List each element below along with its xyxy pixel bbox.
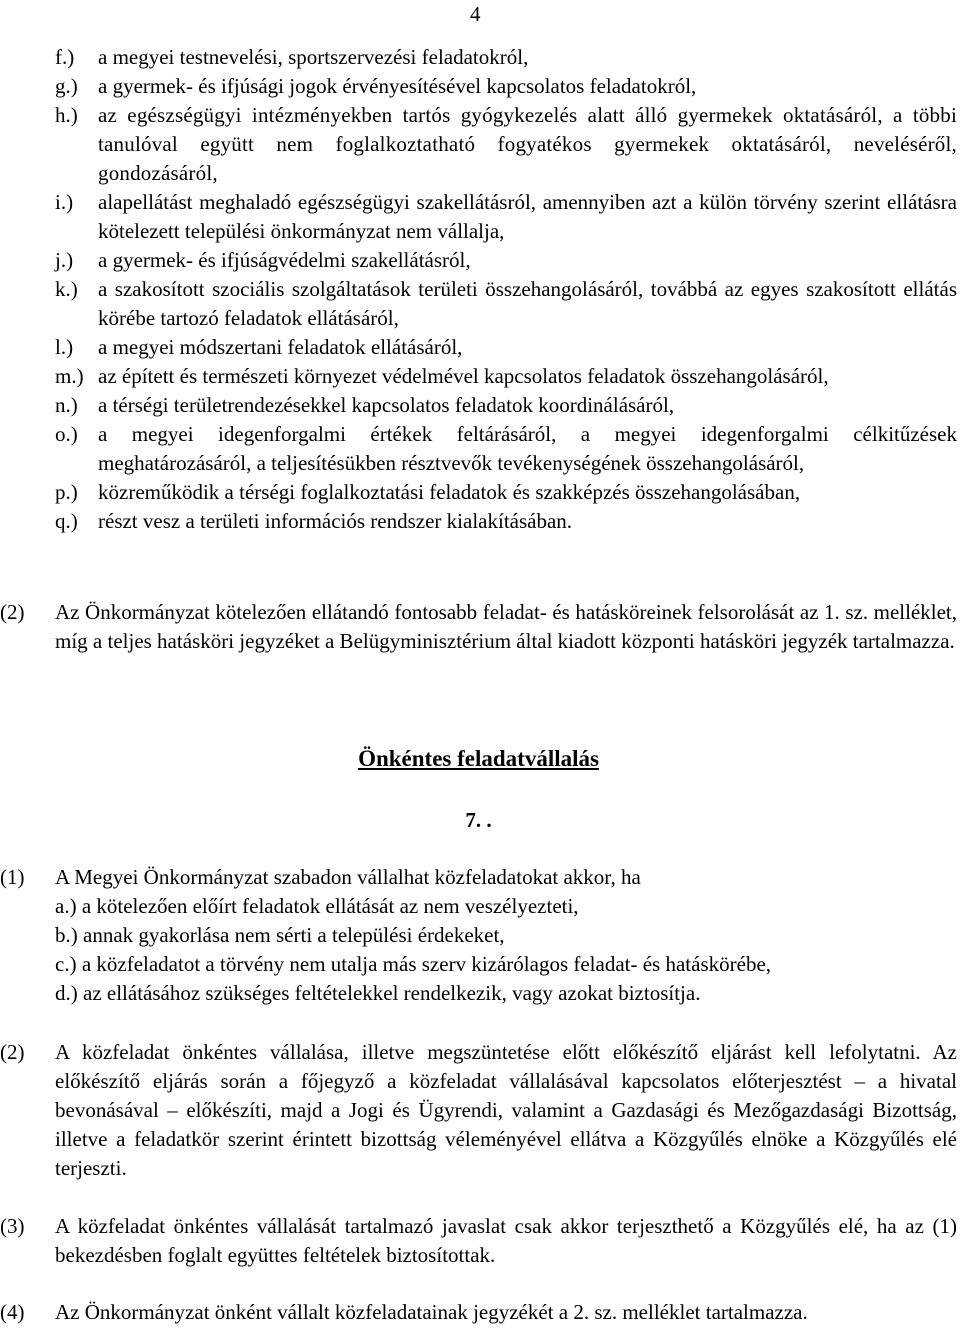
- list-item-label: m.): [55, 364, 84, 388]
- list-item: [55, 478, 957, 507]
- list-item-text: a szakosított szociális szolgáltatások területi összehangolásáról, továbbá az egyes szakosított ellátás körébe tartozó feladatok ellátásáról,: [98, 277, 957, 330]
- list-item-text: a megyei testnevelési, sportszervezési feladatokról,: [98, 45, 529, 69]
- paragraph-text: A közfeladat önkéntes vállalását tartalmazó javaslat csak akkor terjeszthető a Közgyűlés elé, ha az (1) bekezdésben foglalt együttes feltételek biztosítottak.: [55, 1214, 957, 1267]
- section-paragraph-1: [0, 863, 957, 1008]
- list-item-label: n.): [55, 393, 78, 417]
- condition-list: [55, 892, 957, 1008]
- section-heading: Önkéntes feladatvállalás: [358, 746, 599, 771]
- list-item-label: i.): [55, 190, 74, 214]
- list-item-text: az egészségügyi intézményekben tartós gyógykezelés alatt álló gyermekek oktatásáról, a többi tanulóval együtt nem foglalkoztatható fogyatékos gyermekek oktatásáról, neveléséről, gondozásáról,: [98, 103, 957, 185]
- list-item: [55, 333, 957, 362]
- section-number: 7. .: [465, 808, 492, 832]
- list-item: [55, 43, 957, 72]
- condition-item: b.) annak gyakorlása nem sérti a települési érdekeket,: [55, 923, 505, 947]
- section-paragraph-2: [0, 1038, 957, 1183]
- paragraph-number: (3): [0, 1214, 25, 1238]
- page-number: 4: [470, 2, 481, 26]
- list-item-text: közreműködik a térségi foglalkoztatási feladatok és szakképzés összehangolásában,: [98, 480, 801, 504]
- list-item-text: részt vesz a területi információs rendszer kialakításában.: [98, 509, 573, 533]
- list-item: [55, 101, 957, 188]
- list-item-label: q.): [55, 509, 78, 533]
- list-item-label: l.): [55, 335, 74, 359]
- list-item: [55, 188, 957, 246]
- list-item: [55, 507, 957, 536]
- paragraph-text: A Megyei Önkormányzat szabadon vállalhat közfeladatokat akkor, ha: [55, 865, 641, 889]
- list-item: [55, 391, 957, 420]
- list-item-label: h.): [55, 103, 78, 127]
- paragraph-number: (4): [0, 1300, 25, 1324]
- paragraph-number: (1): [0, 865, 25, 889]
- list-item: [55, 246, 957, 275]
- list-item-label: o.): [55, 422, 78, 446]
- list-item-text: a gyermek- és ifjúságvédelmi szakellátásról,: [98, 248, 471, 272]
- list-item-label: p.): [55, 480, 78, 504]
- list-item-label: g.): [55, 74, 78, 98]
- list-item: [55, 72, 957, 101]
- paragraph-text: A közfeladat önkéntes vállalása, illetve megszüntetése előtt előkészítő eljárást kell lefolytatni. Az előkészítő eljárás során a főjegyző a közfeladat vállalásával kapcsolatos előterjesztést – a hivatal bevonásával – előkészíti, majd a Jogi és Ügyrendi, valamint a Gazdasági és Mezőgazdasági Bizottság, illetve a feladatkör szerint érintett bizottság véleményével ellátva a Közgyűlés elnöke a Közgyűlés elé terjeszti.: [55, 1040, 957, 1180]
- paragraph-text: Az Önkormányzat önként vállalt közfeladatainak jegyzékét a 2. sz. melléklet tartalmazza.: [55, 1300, 808, 1324]
- paragraph-number: (2): [0, 600, 25, 624]
- list-item-text: alapellátást meghaladó egészségügyi szakellátásról, amennyiben azt a külön törvény szerint ellátásra kötelezett települési önkormányzat nem vállalja,: [98, 190, 957, 243]
- section-paragraph-3: [0, 1212, 957, 1270]
- duties-list: [55, 43, 957, 536]
- list-item-text: a megyei módszertani feladatok ellátásáról,: [98, 335, 463, 359]
- list-item: [55, 420, 957, 478]
- list-item: [55, 275, 957, 333]
- list-item: [55, 362, 957, 391]
- list-item-text: a gyermek- és ifjúsági jogok érvényesítésével kapcsolatos feladatokról,: [98, 74, 697, 98]
- paragraph-number: (2): [0, 1040, 25, 1064]
- list-item-label: k.): [55, 277, 78, 301]
- condition-item: c.) a közfeladatot a törvény nem utalja más szerv kizárólagos feladat- és hatáskörébe,: [55, 952, 772, 976]
- list-item-text: a térségi területrendezésekkel kapcsolatos feladatok koordinálásáról,: [98, 393, 675, 417]
- condition-item: a.) a kötelezően előírt feladatok ellátását az nem veszélyezteti,: [55, 894, 579, 918]
- paragraph-text: Az Önkormányzat kötelezően ellátandó fontosabb feladat- és hatásköreinek felsorolását az 1. sz. melléklet, míg a teljes hatásköri jegyzéket a Belügyminisztérium által kiadott központi hatásköri jegyzék tartalmazza.: [55, 600, 957, 653]
- section-paragraph-4: [0, 1298, 957, 1327]
- list-item-text: a megyei idegenforgalmi értékek feltárásáról, a megyei idegenforgalmi célkitűzések meghatározásáról, a teljesítésükben résztvevők tevékenységének összehangolásáról,: [98, 422, 957, 475]
- list-item-text: az épített és természeti környezet védelmével kapcsolatos feladatok összehangolásáról,: [98, 364, 829, 388]
- paragraph-2: [0, 598, 957, 656]
- list-item-label: j.): [55, 248, 74, 272]
- list-item-label: f.): [55, 45, 75, 69]
- condition-item: d.) az ellátásához szükséges feltételekkel rendelkezik, vagy azokat biztosítja.: [55, 981, 701, 1005]
